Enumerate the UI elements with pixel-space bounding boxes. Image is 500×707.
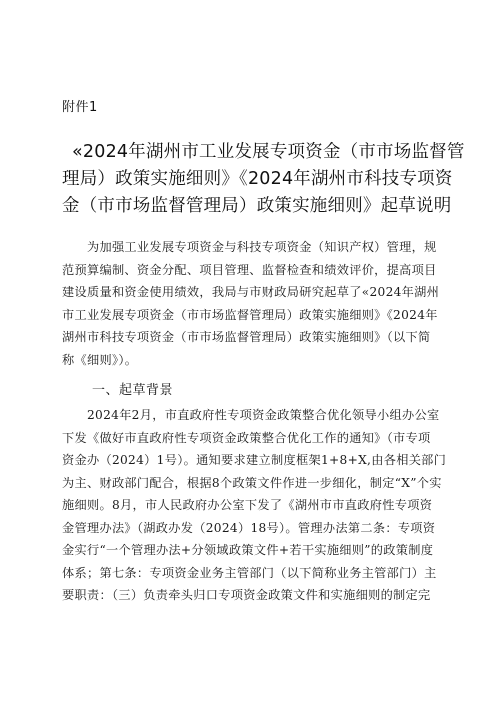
title-line-1: «2024年湖州市工业发展专项资金（市市场监督管	[72, 142, 465, 162]
paragraph-line: 下发《做好市直政府性专项资金政策整合优化工作的通知》（市专项	[62, 430, 431, 445]
paragraph-line: 体系；第七条：专项资金业务主管部门（以下简称业务主管部门）主	[62, 565, 437, 580]
section-heading-background: 一、起草背景	[92, 383, 174, 398]
background-paragraph	[62, 404, 452, 607]
paragraph-line: 建设质量和资金使用绩效，我局与市财政局研究起草了«2024年湖州	[62, 285, 440, 299]
paragraph-line: 为主、财政部门配合，根据8个政策文件作进一步细化，制定“X”个实	[62, 475, 442, 490]
paragraph-line: 施细则。8月，市人民政府办公室下发了《湖州市市直政府性专项资	[62, 498, 433, 512]
paragraph-line: 要职责：（三）负责牵头归口专项资金政策文件和实施细则的制定完	[62, 588, 431, 602]
title-line-2: 理局）政策实施细则》《2024年湖州市科技专项资	[62, 169, 453, 189]
intro-paragraph	[62, 236, 452, 371]
paragraph-line: 为加强工业发展专项资金与科技专项资金（知识产权）管理，规	[62, 240, 437, 254]
attachment-label: 附件1	[62, 100, 98, 115]
document-title	[62, 139, 465, 220]
paragraph-line: 金管理办法》（湖政办发（2024）18号）。管理办法第二条：专项资	[62, 520, 436, 535]
paragraph-line: 2024年2月，市直政府性专项资金政策整合优化领导小组办公室	[62, 408, 440, 422]
paragraph-line: 范预算编制、资金分配、项目管理、监督检查和绩效评价，提高项目	[62, 262, 437, 277]
paragraph-line: 金实行“一个管理办法+分领域政策文件+若干实施细则”的政策制度	[62, 543, 434, 557]
paragraph-line: 市工业发展专项资金（市市场监督管理局）政策实施细则》《2024年	[62, 307, 438, 322]
paragraph-line: 资金办（2024）1号）。通知要求建立制度框架1+8+X,由各相关部门	[62, 453, 447, 467]
paragraph-line: 称《细则》）。	[62, 352, 138, 367]
paragraph-line: 湖州市科技专项资金（市市场监督管理局）政策实施细则》（以下简	[62, 330, 431, 344]
title-line-3: 金（市市场监督管理局）政策实施细则》起草说明	[62, 196, 452, 216]
